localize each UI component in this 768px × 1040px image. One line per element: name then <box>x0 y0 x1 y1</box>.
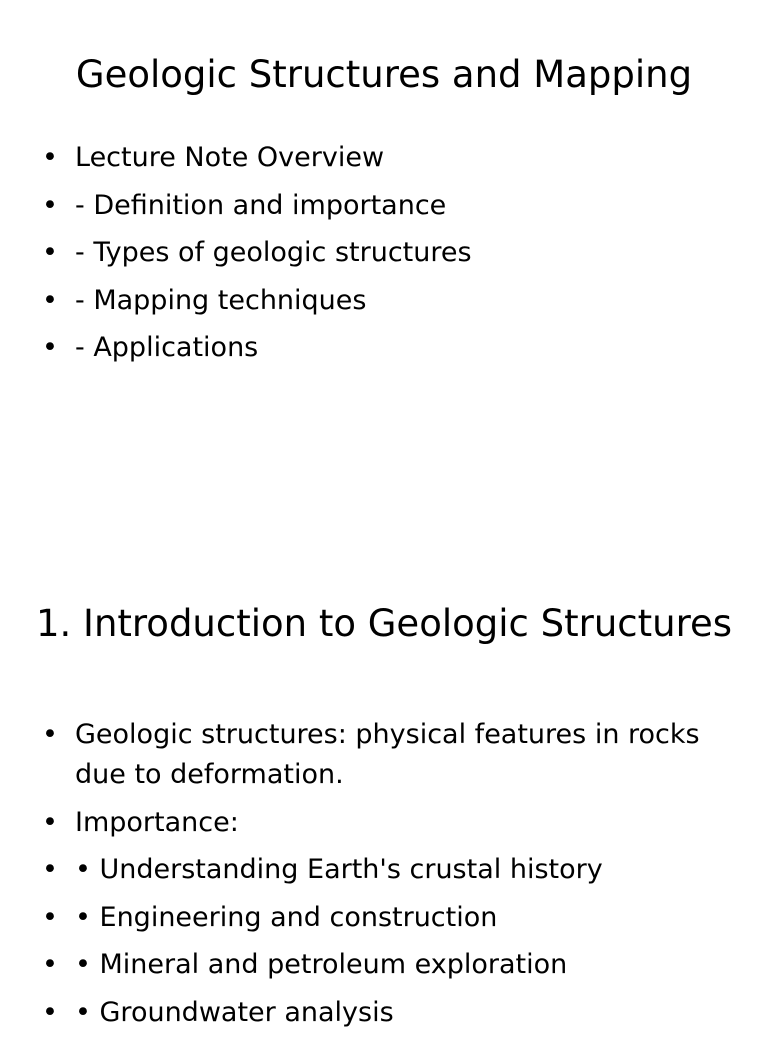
bullet-text: - Types of geologic structures <box>75 237 472 268</box>
bullet-icon: • <box>42 806 58 838</box>
bullet-icon: • <box>42 237 58 268</box>
bullet-text: • Groundwater analysis <box>75 996 394 1028</box>
bullet-text: • Understanding Earth's crustal history <box>75 854 603 885</box>
list-item <box>42 186 722 226</box>
bullet-text: • Mineral and petroleum exploration <box>75 949 568 980</box>
bullet-text: - Definition and importance <box>75 189 447 221</box>
bullet-text: - Applications <box>75 332 259 363</box>
bullet-icon: • <box>42 854 58 885</box>
bullet-icon: • <box>42 284 58 316</box>
list-item <box>42 803 722 843</box>
list-item <box>42 850 722 890</box>
bullet-icon: • <box>42 901 58 933</box>
list-item <box>42 328 722 368</box>
bullet-icon: • <box>42 142 58 173</box>
bullet-text: Lecture Note Overview <box>75 142 385 173</box>
bullet-text: • Engineering and construction <box>75 901 498 933</box>
list-item <box>42 138 722 178</box>
bullet-icon: • <box>42 996 58 1028</box>
bullet-list <box>42 138 722 376</box>
bullet-text: - Mapping techniques <box>75 284 367 316</box>
slide-title: 1. Introduction to Geologic Structures <box>35 602 733 645</box>
bullet-icon: • <box>42 332 58 363</box>
bullet-icon: • <box>42 719 58 750</box>
slide-2 <box>0 576 768 1028</box>
list-item <box>42 945 722 985</box>
bullet-icon: • <box>42 189 58 221</box>
bullet-icon: • <box>42 949 58 980</box>
list-item <box>42 993 722 1033</box>
list-item <box>42 715 722 795</box>
bullet-text: Importance: <box>75 806 239 838</box>
bullet-text: Geologic structures: physical features in rocks due to deformation. <box>75 719 700 790</box>
slide-title: Geologic Structures and Mapping <box>75 53 693 96</box>
list-item <box>42 233 722 273</box>
list-item <box>42 281 722 321</box>
bullet-list <box>42 715 722 1040</box>
list-item <box>42 898 722 938</box>
